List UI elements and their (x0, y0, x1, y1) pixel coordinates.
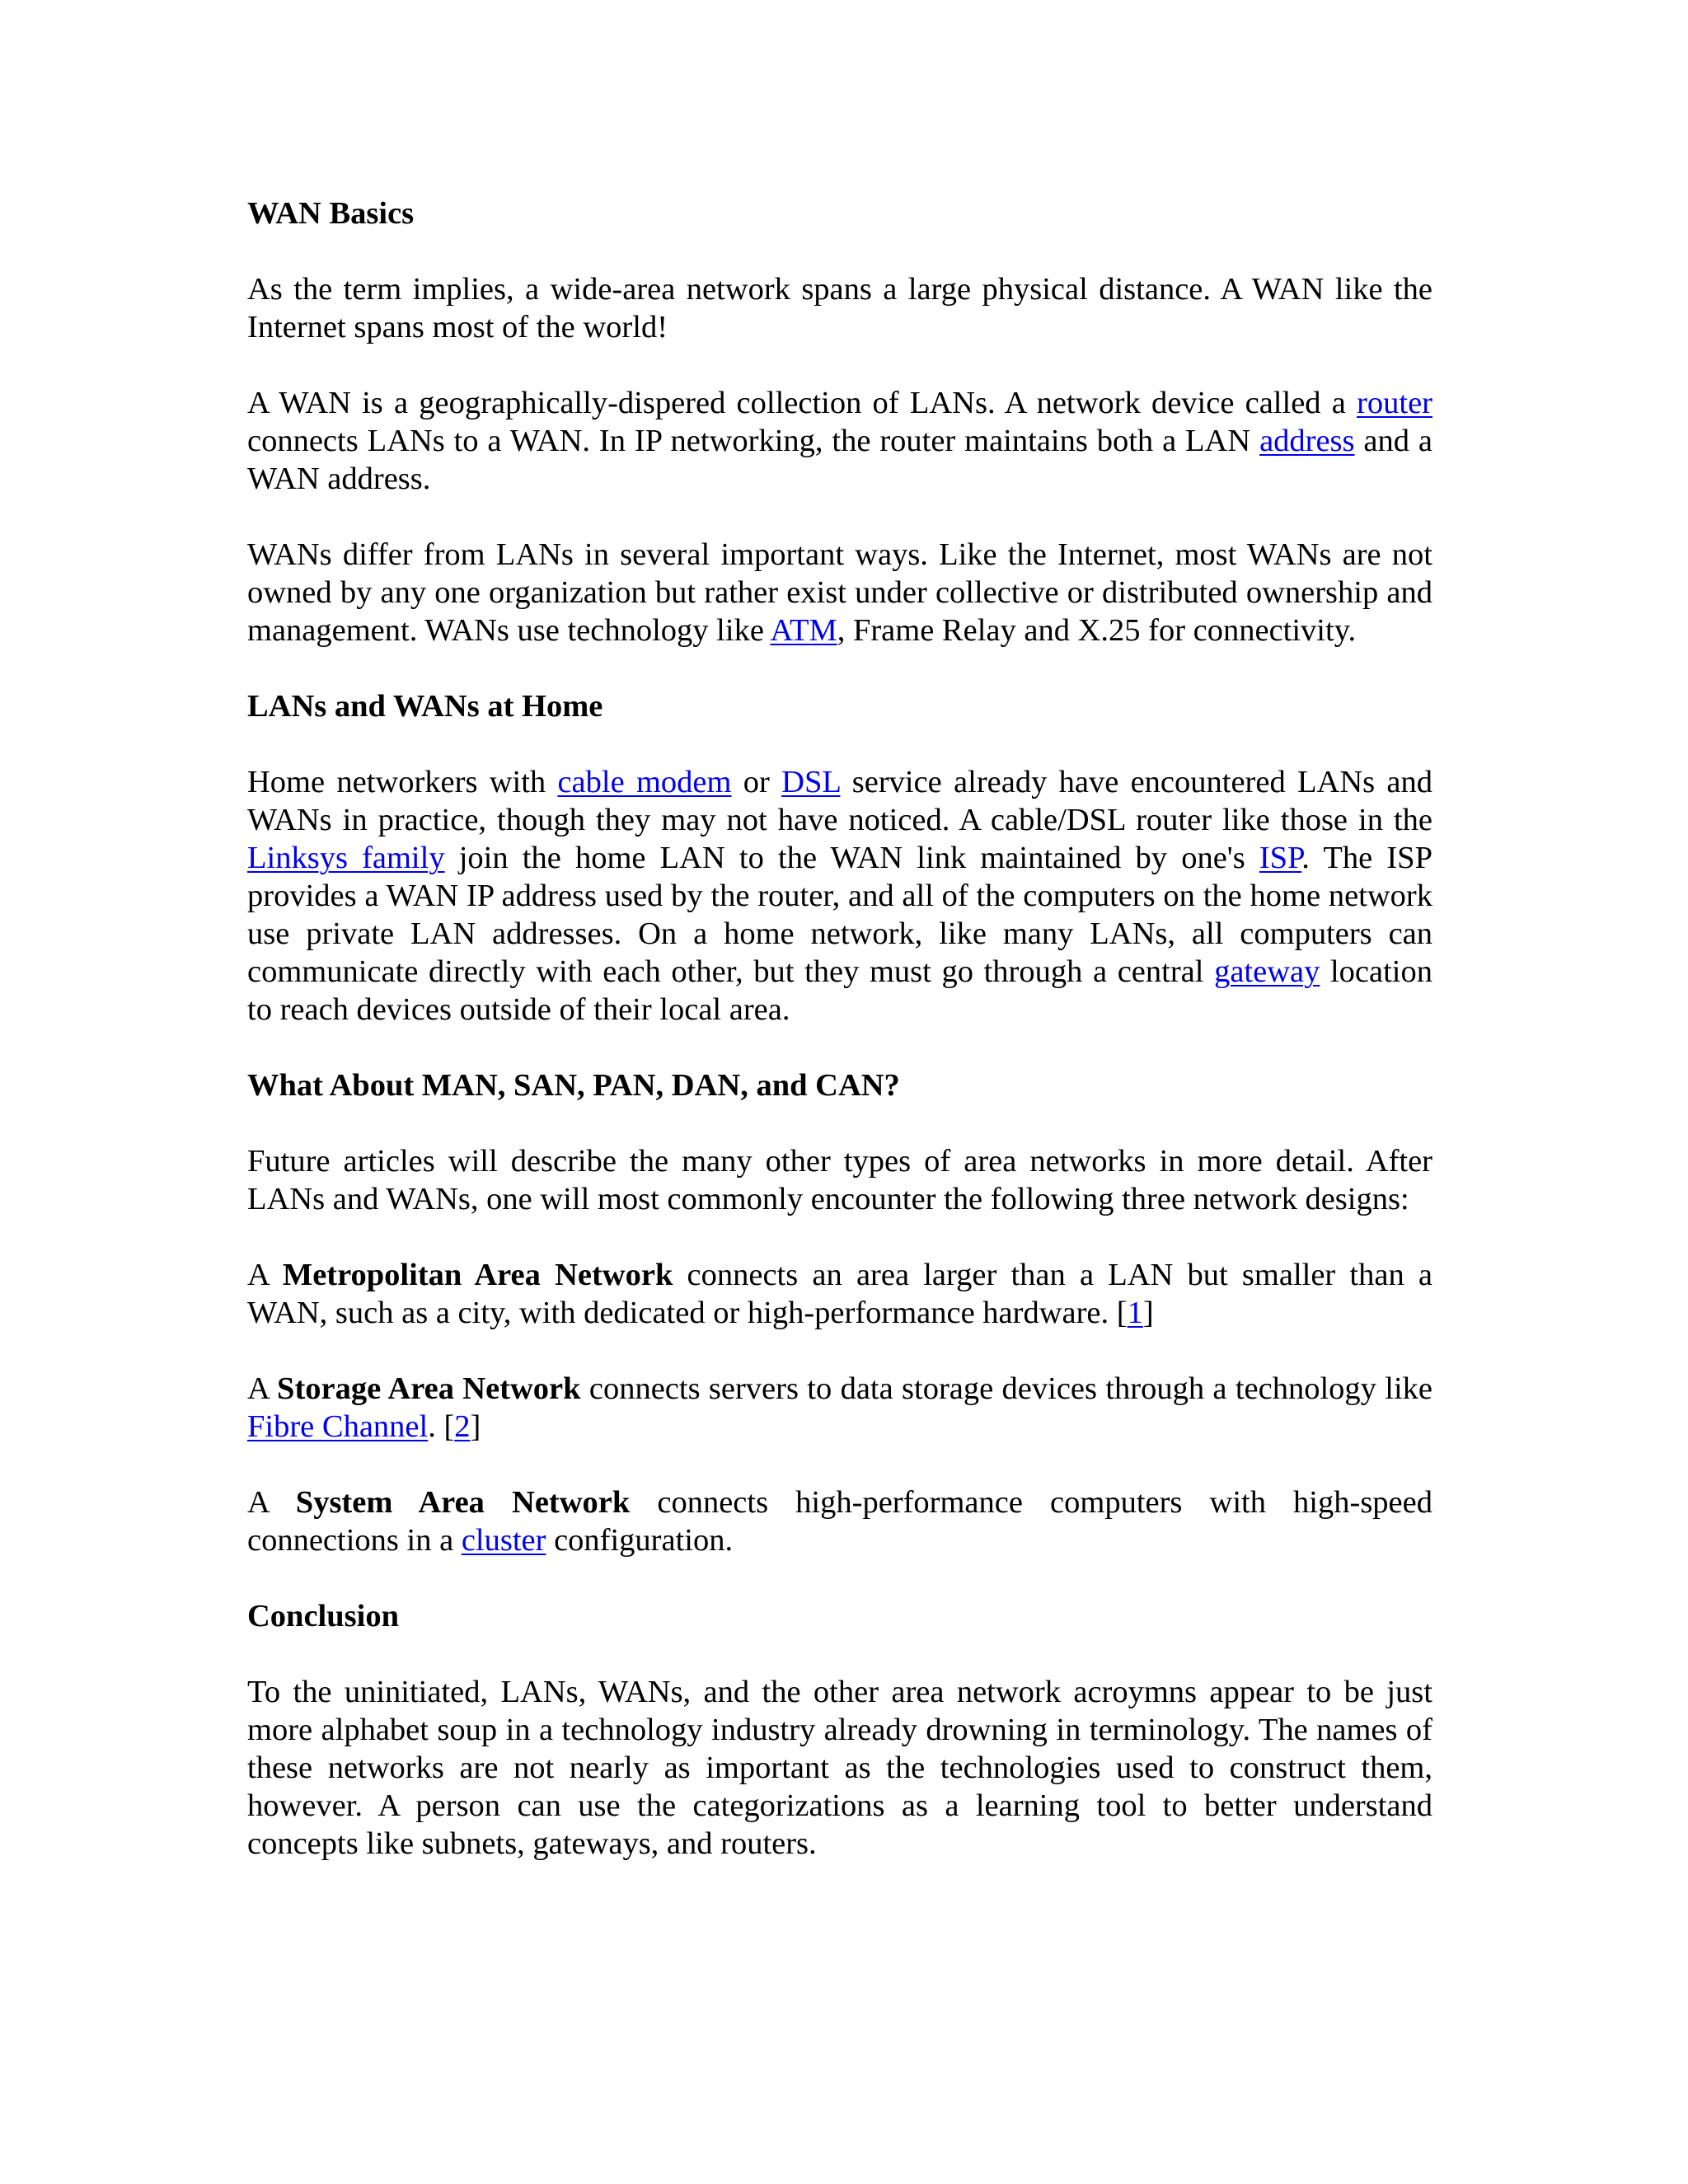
text-span: A (247, 1258, 283, 1292)
text-span: A (247, 1371, 278, 1406)
link-address[interactable]: address (1259, 424, 1355, 458)
text-span: ] (1142, 1296, 1154, 1330)
link-reference-2[interactable]: 2 (454, 1409, 471, 1444)
paragraph-wan-definition (247, 384, 1432, 498)
heading-other-networks: What About MAN, SAN, PAN, DAN, and CAN? (247, 1068, 900, 1103)
link-gateway[interactable]: gateway (1214, 954, 1320, 989)
paragraph-conclusion: To the uninitiated, LANs, WANs, and the other area network acroymns appear to be just more alphabet soup in a technology industry already drowning in terminology. The names of these networks are not nearly as important as the technologies used to construct them, however. A person can use the categorizations as a learning tool to better understand concepts like subnets, gateways, and routers. (247, 1675, 1432, 1861)
text-span: connects servers to data storage devices through a technology like (580, 1371, 1432, 1406)
term-system-area-network: System Area Network (295, 1485, 631, 1520)
text-span: connects high-performance computers with high-speed connections in a (247, 1485, 1432, 1558)
paragraph-wan-intro: As the term implies, a wide-area network spans a large physical distance. A WAN like the Internet spans most of the world! (247, 272, 1432, 344)
paragraph-san (247, 1370, 1432, 1446)
link-cable-modem[interactable]: cable modem (557, 765, 732, 799)
text-span: and a WAN address. (247, 424, 1432, 496)
heading-lans-wans-home: LANs and WANs at Home (247, 689, 603, 724)
text-span: connects LANs to a WAN. In IP networking, the router maintains both a LAN (247, 424, 1260, 458)
text-span: ] (470, 1409, 481, 1444)
link-linksys-family[interactable]: Linksys family (247, 841, 445, 875)
text-span: join the home LAN to the WAN link maintained by one's (444, 841, 1259, 875)
link-router[interactable]: router (1357, 386, 1432, 420)
paragraph-future-articles: Future articles will describe the many other types of area networks in more detail. After LANs and WANs, one will most commonly encounter the following three network designs: (247, 1144, 1432, 1216)
link-cluster[interactable]: cluster (461, 1523, 546, 1558)
link-isp[interactable]: ISP (1259, 841, 1302, 875)
link-reference-1[interactable]: 1 (1127, 1296, 1143, 1330)
paragraph-wan-differences (247, 536, 1432, 649)
text-span: WANs differ from LANs in several important ways. Like the Internet, most WANs are not owned by any one organization but rather exist under collective or distributed ownership and management. WANs use technology like (247, 537, 1432, 648)
text-span: configuration. (546, 1523, 734, 1558)
text-span: service already have encountered LANs and WANs in practice, though they may not have noticed. A cable/DSL router like those in the (247, 765, 1432, 837)
text-span: location to reach devices outside of their local area. (247, 954, 1432, 1027)
text-span: connects an area larger than a LAN but smaller than a WAN, such as a city, with dedicated or high-performance hardware. [ (247, 1258, 1432, 1330)
heading-wan-basics: WAN Basics (247, 196, 415, 231)
paragraph-man (247, 1256, 1432, 1332)
text-span: or (731, 765, 782, 799)
term-metropolitan-area-network: Metropolitan Area Network (282, 1258, 673, 1292)
text-span: Home networkers with (247, 765, 558, 799)
paragraph-system-area-network (247, 1483, 1432, 1559)
paragraph-home-networks (247, 763, 1432, 1029)
text-span: A (247, 1485, 296, 1520)
term-storage-area-network: Storage Area Network (277, 1371, 581, 1406)
text-span: . [ (428, 1409, 455, 1444)
link-dsl[interactable]: DSL (781, 765, 841, 799)
heading-conclusion: Conclusion (247, 1599, 400, 1633)
text-span: , Frame Relay and X.25 for connectivity. (837, 613, 1357, 648)
text-span: . The ISP provides a WAN IP address used by the router, and all of the computers on the home network use private LAN addresses. On a home network, like many LANs, all computers can communicate directly with each other, but they must go through a central (247, 841, 1432, 989)
link-atm[interactable]: ATM (770, 613, 837, 648)
document-page (247, 194, 1432, 1900)
link-fibre-channel[interactable]: Fibre Channel (247, 1409, 429, 1444)
text-span: A WAN is a geographically-dispered collection of LANs. A network device called a (247, 386, 1357, 420)
